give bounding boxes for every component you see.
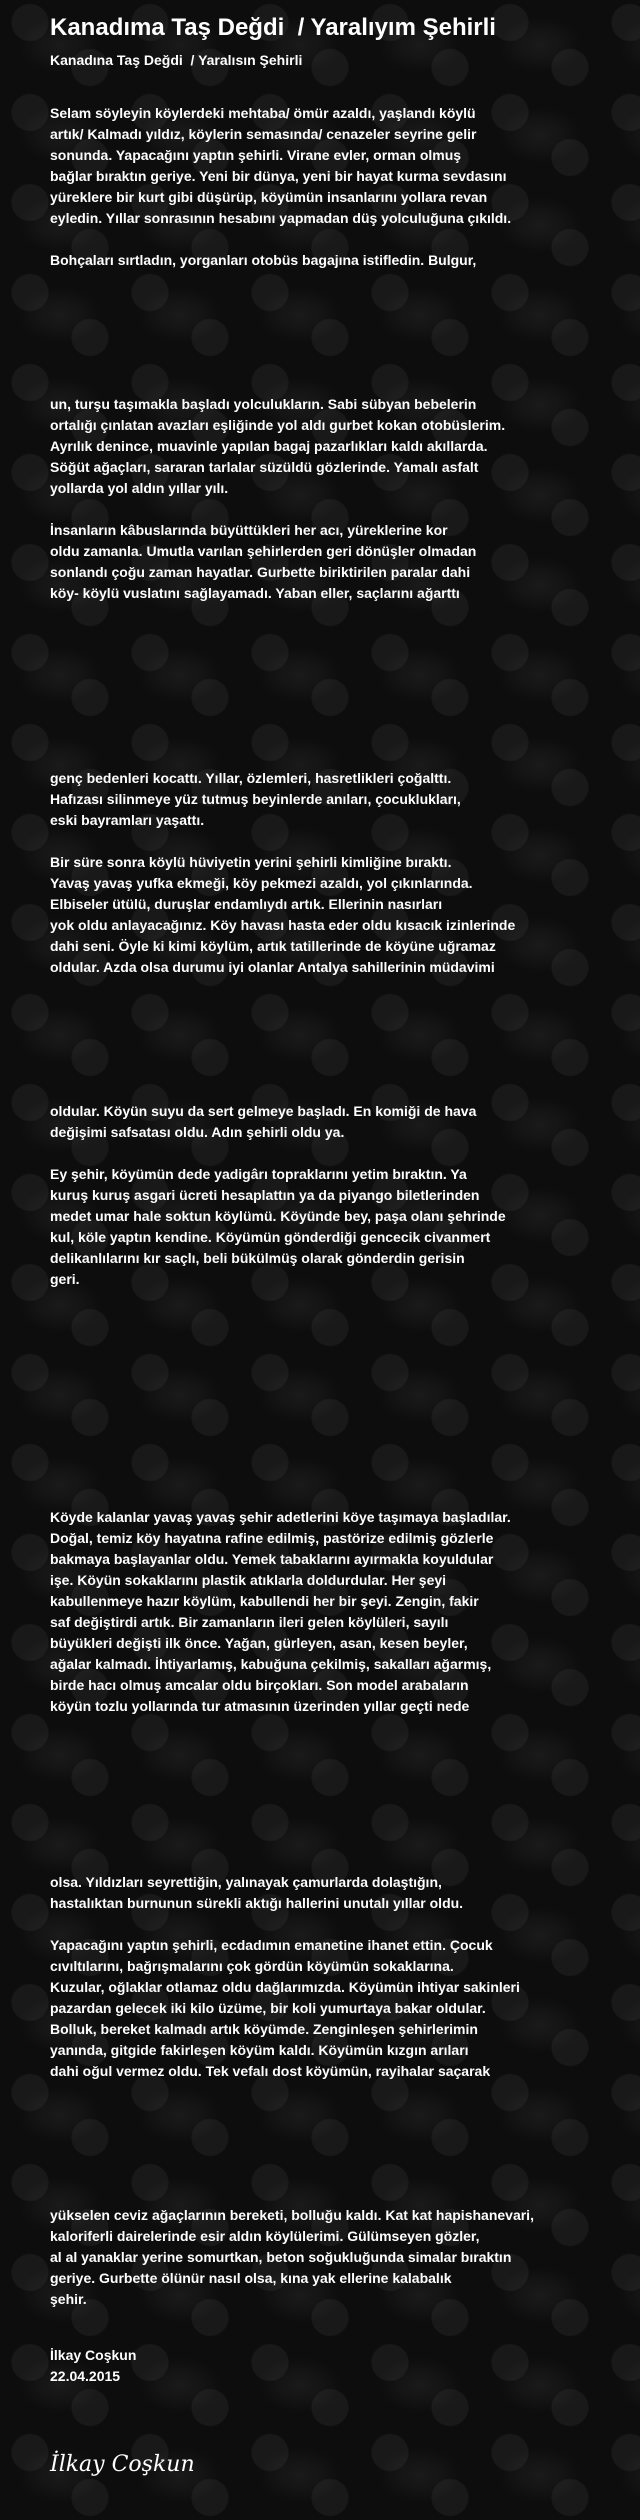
poem-date: 22.04.2015 [50,2368,121,2384]
text-block-5 [50,1507,620,1717]
paragraph: İnsanların kâbuslarında büyüttükleri her acı, yüreklerine kor oldu zamanla. Umutla varılan şehirlerden geri dönüşler olmadan sonlandı çoğu zaman hayatlar. Gurbette biriktirilen paralar dahi köy- köylü vuslatını sağlayamadı. Yaban eller, saçlarını ağarttı [50,522,477,601]
text-block-7 [50,2205,620,2310]
paragraph: oldular. Köyün suyu da sert gelmeye başladı. En komiği de hava değişimi safsatası oldu. Adın şehirli oldu ya. [50,1103,477,1140]
paragraph: Yapacağını yaptın şehirli, ecdadımın emanetine ihanet ettin. Çocuk cıvıltılarını, bağrışmalarını çok gördün köyümün sokaklarına. Kuzular, oğlaklar otlamaz oldu dağlarımızda. Köyümün ihtiyar sakinleri pazardan gelecek iki kilo üzüme, bir koli yumurtaya bakar oldular. Bolluk, bereket kalmadı artık köyümde. Zenginleşen şehirlerimin yanında, gitgide fakirleşen köyüm kaldı. Köyümün kızgın arıları dahi oğul vermez oldu. Tek vefalı dost köyümün, rayihalar saçarak [50,1937,520,2079]
author-signature: İlkay Coşkun [50,2452,195,2477]
poem-title: Kanadıma Taş Değdi / Yaralıyım Şehirli [50,14,496,41]
text-block-2 [50,394,620,604]
text-block-6 [50,1872,620,2082]
paragraph: un, turşu taşımakla başladı yolculukların. Sabi sübyan bebelerin ortalığı çınlatan avazları eşliğinde yol aldı gurbet kokan otobüslerim. Ayrılık denince, muavinle yapılan bagaj pazarlıkları kaldı akıllarda. Söğüt ağaçları, sararan tarlalar süzüldü gözlerinde. Yamalı asfalt yollarda yol aldın yıllar yılı. [50,396,506,496]
paragraph: Ey şehir, köyümün dede yadigârı topraklarını yetim bıraktın. Ya kuruş kuruş asgari ücreti hesaplattın ya da piyango biletlerinden medet umar hale soktun köylümü. Köyünde bey, paşa olanı şehrinde kul, köle yaptın kendine. Köyümün gönderdiği gencecik civanmert delikanlılarını kır saçlı, beli bükülmüş olarak gönderdin gerisin geri. [50,1166,506,1287]
paragraph: Bir süre sonra köylü hüviyetin yerini şehirli kimliğine bıraktı. Yavaş yavaş yufka ekmeği, köy pekmezi azaldı, yol çıkınlarında. Elbiseler ütülü, duruşlar endamlıydı artık. Ellerinin nasırları yok oldu anlayacağınız. Köy havası hasta eder oldu kısacık izinlerinde dahi seni. Öyle ki kimi köylüm, artık tatillerinde de köyüne uğramaz oldular. Azda olsa durumu iyi olanlar Antalya sahillerinin müdavimi [50,854,516,975]
paragraph: Selam söyleyin köylerdeki mehtaba/ ömür azaldı, yaşlandı köylü artık/ Kalmadı yıldız, köylerin semasında/ cenazeler seyrine gelir sonunda. Yapacağını yaptın şehirli. Virane evler, orman olmuş bağlar bıraktın geriye. Yeni bir dünya, yeni bir hayat kurma sevdasını yüreklere bir kurt gibi düşürüp, köyümün insanlarını yollara revan eyledin. Yıllar sonrasının hesabını yapmadan düş yolculuğuna çıkıldı. [50,105,512,226]
paragraph: genç bedenleri kocattı. Yıllar, özlemleri, hasretlikleri çoğalttı. Hafızası silinmeye yüz tutmuş beyinlerde anıları, çocuklukları, eski bayramları yaşattı. [50,770,461,828]
paragraph: Köyde kalanlar yavaş yavaş şehir adetlerini köye taşımaya başladılar. Doğal, temiz köy hayatına rafine edilmiş, pastörize edilmiş gözlerle bakmaya başlayanlar oldu. Yemek tabaklarını ayırmakla koyuldular işe. Köyün sokaklarını plastik atıklarla doldurdular. Her şeyi kabullenmeye hazır köylüm, kabullendi her bir şeyi. Zengin, fakir saf değiştirdi artık. Bir zamanların ileri gelen köylüleri, sayılı büyükleri değişti ilk önce. Yağan, gürleyen, asan, kesen beyler, ağalar kalmadı. İhtiyarlamış, kabuğuna çekilmiş, sakalları ağarmış, birde hacı olmuş amcalar oldu birçokları. Son model arabaların köyün tozlu yollarında tur atmasının üzerinden yıllar geçti nede [50,1509,511,1714]
text-block-1 [50,103,620,271]
paragraph: yükselen ceviz ağaçlarının bereketi, bolluğu kaldı. Kat kat hapishanevari, kaloriferli dairelerinde esir aldın köylülerimi. Gülümseyen gözler, al al yanaklar yerine somurtkan, beton soğukluğunda simalar bıraktın geriye. Gurbette ölünür nasıl olsa, kına yak ellerine kalabalık şehir. [50,2207,534,2307]
poem-subtitle: Kanadına Taş Değdi / Yaralısın Şehirli [50,52,303,68]
text-block-3 [50,768,620,978]
text-block-4 [50,1101,620,1290]
paragraph: olsa. Yıldızları seyrettiğin, yalınayak çamurlarda dolaştığın, hastalıktan burnunun sürekli aktığı hallerini unutalı yıllar oldu. [50,1874,464,1911]
author-name: İlkay Coşkun [50,2347,137,2363]
paragraph: Bohçaları sırtladın, yorganları otobüs bagajına istifledin. Bulgur, [50,252,477,268]
